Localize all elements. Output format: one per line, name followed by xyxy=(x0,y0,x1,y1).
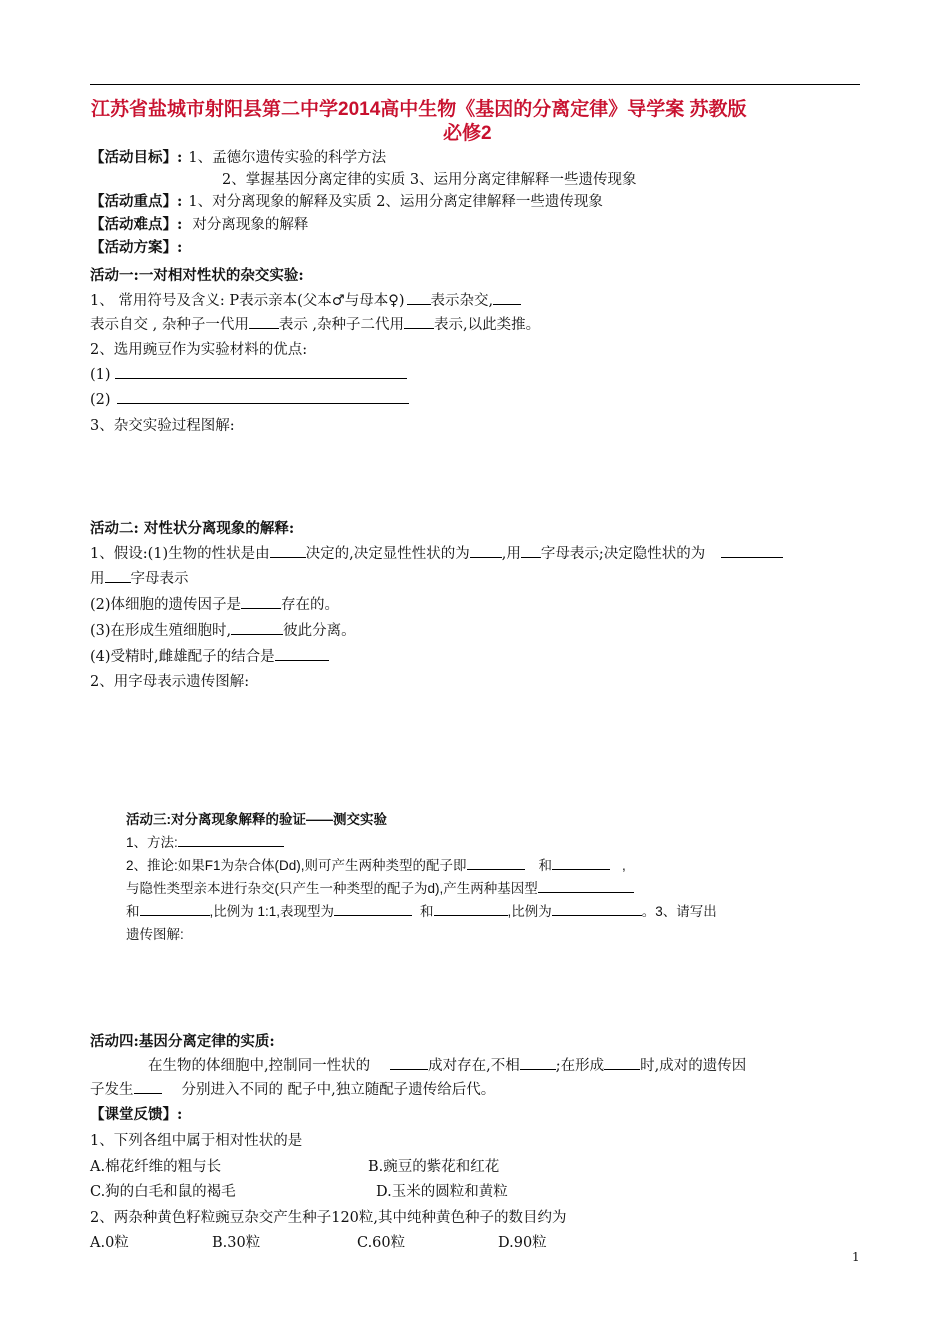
blank-dominant-letter[interactable] xyxy=(521,543,541,558)
key-points-row xyxy=(90,190,603,211)
activity2-h1-line2 xyxy=(90,567,189,588)
activity1-q2-item1 xyxy=(90,364,407,383)
page-number: 1 xyxy=(852,1250,860,1264)
activity3-diagram-prompt: 遗传图解: xyxy=(126,927,184,942)
blank-trait-determinant[interactable] xyxy=(270,543,306,558)
blank-cross-symbol[interactable] xyxy=(407,290,431,305)
hypothesis-1-text-b: 决定的,决定显性性状的为 xyxy=(305,546,470,562)
feedback-q1-option-c[interactable]: C.狗的白毛和鼠的褐毛 xyxy=(90,1184,236,1200)
feedback-q2-option-d[interactable]: D.90粒 xyxy=(498,1235,547,1251)
hypothesis-3-text-a: (3)在形成生殖细胞时, xyxy=(90,623,232,639)
blank-factor-state[interactable] xyxy=(241,594,281,609)
item-number-1: (1) xyxy=(90,367,111,383)
feedback-q1-option-a[interactable]: A.棉花纤维的粗与长 xyxy=(90,1159,222,1175)
activity4-line2 xyxy=(90,1078,495,1099)
blank-not-blending[interactable] xyxy=(520,1055,556,1070)
objective-1: 1、孟德尔遗传实验的科学方法 xyxy=(188,150,387,166)
activity2-h4 xyxy=(90,645,329,666)
inference-text-g: 和 xyxy=(420,904,434,919)
item-number-2: (2) xyxy=(90,392,111,408)
header-rule xyxy=(90,84,860,85)
inference-text-d: 与隐性类型亲本进行杂交(只产生一种类型的配子为d),产生两种基因型 xyxy=(126,881,538,896)
blank-gamete-type-1[interactable] xyxy=(467,855,525,870)
blank-recessive-factor[interactable] xyxy=(721,543,783,558)
key-points-text: 1、对分离现象的解释及实质 2、运用分离定律解释一些遗传现象 xyxy=(188,194,603,210)
activity1-q3: 3、杂交实验过程图解: xyxy=(90,418,235,434)
activity1-q2: 2、选用豌豆作为实验材料的优点: xyxy=(90,342,308,358)
blank-f2-symbol[interactable] xyxy=(404,314,434,329)
feedback-q2-option-a[interactable]: A.0粒 xyxy=(90,1235,129,1251)
objectives-row xyxy=(90,146,386,167)
feedback-q2-option-b[interactable]: B.30粒 xyxy=(212,1235,261,1251)
essence-text-b: 成对存在,不相 xyxy=(428,1058,520,1074)
feedback-q2: 2、两杂种黄色籽粒豌豆杂交产生种子120粒,其中纯种黄色种子的数目约为 xyxy=(90,1210,567,1226)
hypothesis-1-text-d: 字母表示;决定隐性状的为 xyxy=(540,546,706,562)
activity1-q1-text-b: 表示杂交, xyxy=(430,293,494,309)
activity4-line1 xyxy=(148,1054,746,1075)
feedback-label: 【课堂反馈】: xyxy=(90,1106,183,1123)
blank-phenotype-1[interactable] xyxy=(334,901,412,916)
feedback-q1: 1、下列各组中属于相对性状的是 xyxy=(90,1133,303,1149)
activity3-inference-line3 xyxy=(126,900,717,920)
blank-paired-factors[interactable] xyxy=(390,1055,428,1070)
activity2-q2: 2、用字母表示遗传图解: xyxy=(90,674,250,690)
inference-text-c: , xyxy=(622,858,626,873)
blank-formation[interactable] xyxy=(604,1055,640,1070)
blank-genotype-2[interactable] xyxy=(140,901,210,916)
activity2-h2 xyxy=(90,593,339,614)
blank-phenotype-2[interactable] xyxy=(434,901,508,916)
activity1-q1-text-a: 1、 常用符号及含义: P表示亲本(父本♂与母本♀) xyxy=(90,293,405,309)
blank-phenotype-ratio[interactable] xyxy=(552,901,642,916)
difficulty-text: 对分离现象的解释 xyxy=(192,217,309,233)
blank-selfing-symbol[interactable] xyxy=(493,290,521,305)
difficulty-label: 【活动难点】: xyxy=(90,216,183,233)
key-points-label: 【活动重点】: xyxy=(90,193,183,210)
hypothesis-3-text-b: 彼此分离。 xyxy=(283,623,356,639)
blank-dominant-factor[interactable] xyxy=(470,543,502,558)
objectives-label: 【活动目标】: xyxy=(90,149,183,166)
activity2-heading: 活动二: 对性状分离现象的解释: xyxy=(90,520,295,537)
activity1-heading: 活动一:一对相对性状的杂交实验: xyxy=(90,267,304,284)
blank-method[interactable] xyxy=(178,832,284,847)
blank-advantage-2[interactable] xyxy=(117,389,409,404)
activity1-q1-line2 xyxy=(90,313,540,334)
plan-label: 【活动方案】: xyxy=(90,239,183,256)
blank-separating-factors[interactable] xyxy=(231,620,283,635)
blank-gamete-type-2[interactable] xyxy=(552,855,610,870)
inference-text-a: 2、推论:如果F1为杂合体(Dd),则可产生两种类型的配子即 xyxy=(126,858,467,873)
blank-separation[interactable] xyxy=(134,1079,162,1094)
hypothesis-1-text-f: 字母表示 xyxy=(130,571,189,587)
hypothesis-2-text-b: 存在的。 xyxy=(281,597,340,613)
inference-text-e: 和 xyxy=(126,904,140,919)
activity2-h1-line1 xyxy=(90,542,783,563)
essence-text-c: ;在形成 xyxy=(555,1058,605,1074)
activity1-q2-item2 xyxy=(90,389,409,408)
activity2-h3 xyxy=(90,619,356,640)
hypothesis-1-text-a: 1、假设:(1)生物的性状是由 xyxy=(90,546,270,562)
activity3-method xyxy=(126,831,284,851)
method-label: 1、方法: xyxy=(126,835,178,850)
inference-text-h: ,比例为 xyxy=(507,904,552,919)
hypothesis-2-text-a: (2)体细胞的遗传因子是 xyxy=(90,597,242,613)
essence-text-f: 分别进入不同的 配子中,独立随配子遗传给后代。 xyxy=(181,1082,496,1098)
hypothesis-4-text-a: (4)受精时,雌雄配子的结合是 xyxy=(90,649,275,665)
hypothesis-1-text-e: 用 xyxy=(90,571,105,587)
activity1-q1-line1 xyxy=(90,289,521,310)
activity4-heading: 活动四:基因分离定律的实质: xyxy=(90,1033,275,1050)
essence-text-d: 时,成对的遗传因 xyxy=(640,1058,747,1074)
difficulty-row xyxy=(90,213,308,234)
document-title-line2: 必修2 xyxy=(443,123,492,144)
blank-genotype-1[interactable] xyxy=(538,878,634,893)
feedback-q2-option-c[interactable]: C.60粒 xyxy=(357,1235,406,1251)
essence-text-a: 在生物的体细胞中,控制同一性状的 xyxy=(148,1058,371,1074)
activity1-q1-text-e: 表示,以此类推。 xyxy=(434,317,541,333)
document-title-line1: 江苏省盐城市射阳县第二中学2014高中生物《基因的分离定律》导学案 苏教版 xyxy=(91,99,747,120)
blank-recessive-letter[interactable] xyxy=(105,568,131,583)
inference-text-i: 。3、请写出 xyxy=(641,904,717,919)
blank-f1-symbol[interactable] xyxy=(249,314,279,329)
essence-text-e: 子发生 xyxy=(90,1082,134,1098)
inference-text-b: 和 xyxy=(538,858,553,873)
blank-advantage-1[interactable] xyxy=(115,364,407,379)
activity3-heading: 活动三:对分离现象解释的验证——测交实验 xyxy=(126,812,387,827)
activity1-q1-text-c: 表示自交 , 杂种子一代用 xyxy=(90,317,249,333)
activity1-q1-text-d: 表示 ,杂种子二代用 xyxy=(278,317,405,333)
blank-fertilization[interactable] xyxy=(275,646,329,661)
feedback-q1-option-b[interactable]: B.豌豆的紫花和红花 xyxy=(368,1159,500,1175)
activity3-inference-line2 xyxy=(126,877,634,897)
activity3-inference-line1 xyxy=(126,854,626,874)
hypothesis-1-text-c: ,用 xyxy=(501,546,521,562)
inference-text-f: ,比例为 1:1,表现型为 xyxy=(209,904,335,919)
feedback-q1-option-d[interactable]: D.玉米的圆粒和黄粒 xyxy=(376,1184,508,1200)
objective-2: 2、掌握基因分离定律的实质 3、运用分离定律解释一些遗传现象 xyxy=(222,172,637,188)
